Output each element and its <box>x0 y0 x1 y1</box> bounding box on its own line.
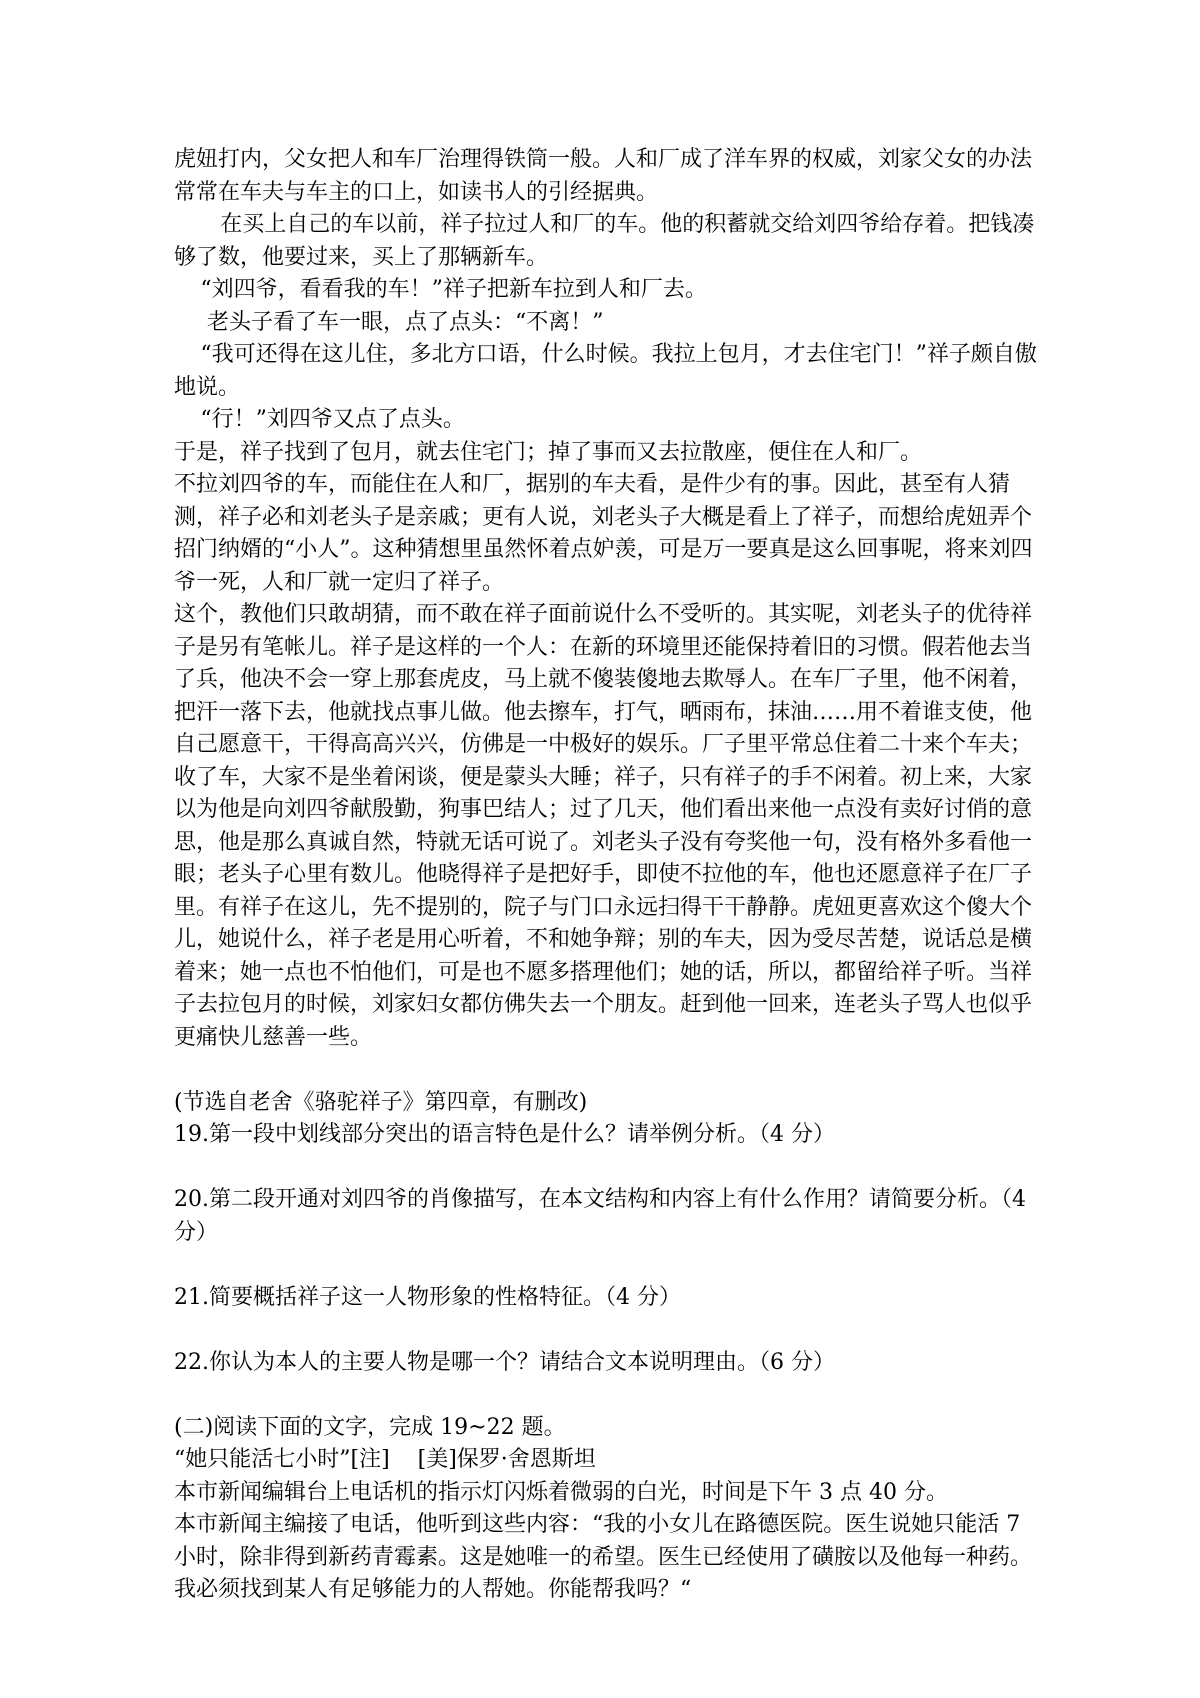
spacer <box>174 1054 1044 1087</box>
answer-space <box>174 1152 1044 1185</box>
passage-paragraph-5: “我可还得在这儿住，多北方口语，什么时候。我拉上包月，才去住宅门！”祥子颇自傲地说。 <box>174 342 1037 400</box>
question-19: 19.第一段中划线部分突出的语言特色是什么？请举例分析。（4 分） <box>174 1122 835 1147</box>
section-2-line-1: 本市新闻编辑台上电话机的指示灯闪烁着微弱的白光，时间是下午 3 点 40 分。 <box>174 1479 948 1505</box>
section-2-line-2: 本市新闻主编接了电话，他听到这些内容：“我的小女儿在路德医院。医生说她只能活 7 小时，除非得到新药青霉素。这是她唯一的希望。医生已经使用了磺胺以及他每一种药。 <box>174 1512 1033 1570</box>
document-body <box>174 144 1044 1607</box>
question-22: 22.你认为本人的主要人物是哪一个？请结合文本说明理由。（6 分） <box>174 1349 835 1375</box>
section-2-title: “她只能活七小时”[注] [美]保罗·舍恩斯坦 <box>174 1447 596 1472</box>
passage-paragraph-8: 不拉刘四爷的车，而能住在人和厂，据别的车夫看，是件少有的事。因此，甚至有人猜测，祥子必和刘老头子是亲戚；更有人说，刘老头子大概是看上了祥子，而想给虎妞弄个招门纳婿的“小人”。这种猜想里虽然怀着点妒羡，可是万一要真是这么回事呢，将来刘四爷一死，人和厂就一定归了祥子。 <box>174 472 1033 595</box>
passage-paragraph-4: 老头子看了车一眼，点了点头：“不离！” <box>207 309 604 335</box>
passage-paragraph-7: 于是，祥子找到了包月，就去住宅门；掉了事而又去拉散座，便住在人和厂。 <box>174 439 923 465</box>
answer-space <box>174 1314 1044 1347</box>
section-2-line-3: 我必须找到某人有足够能力的人帮她。你能帮我吗？“ <box>174 1577 692 1602</box>
passage-source: (节选自老舍《骆驼祥子》第四章，有删改) <box>174 1089 588 1115</box>
answer-space <box>174 1249 1044 1282</box>
passage-paragraph-6: “行！”刘四爷又点了点头。 <box>200 407 465 432</box>
passage-paragraph-2: 在买上自己的车以前，祥子拉过人和厂的车。他的积蓄就交给刘四爷给存着。把钱凑够了数，他要过来，买上了那辆新车。 <box>174 212 1035 270</box>
answer-space <box>174 1379 1044 1412</box>
question-20: 20.第二段开通对刘四爷的肖像描写，在本文结构和内容上有什么作用？请简要分析。（4 分） <box>174 1187 1026 1245</box>
passage-paragraph-9: 这个，教他们只敢胡猜，而不敢在祥子面前说什么不受听的。其实呢，刘老头子的优待祥子是另有笔帐儿。祥子是这样的一个人：在新的环境里还能保持着旧的习惯。假若他去当了兵，他决不会一穿上那套虎皮，马上就不傻装傻地去欺辱人。在车厂子里，他不闲着，把汗一落下去，他就找点事儿做。他去擦车，打气，晒雨布，抹油……用不着谁支使，他自己愿意干，干得高高兴兴，仿佛是一中极好的娱乐。厂子里平常总住着二十来个车夫；收了车，大家不是坐着闲谈，便是蒙头大睡；祥子，只有祥子的手不闲着。初上来，大家以为他是向刘四爷献殷勤，狗事巴结人；过了几天，他们看出来他一点没有卖好讨俏的意思，他是那么真诚自然，特就无话可说了。刘老头子没有夸奖他一句，没有格外多看他一眼；老头子心里有数儿。他晓得祥子是把好手，即使不拉他的车，他也还愿意祥子在厂子里。有祥子在这儿，先不提别的，院子与门口永远扫得干干静静。虎妞更喜欢这个傻大个儿，她说什么，祥子老是用心听着，不和她争辩；别的车夫，因为受尽苦楚，说话总是横着来；她一点也不怕他们，可是也不愿多搭理他们；她的话，所以，都留给祥子听。当祥子去拉包月的时候，刘家妇女都仿佛失去一个朋友。赶到他一回来，连老头子骂人也似乎更痛快儿慈善一些。 <box>174 602 1033 1050</box>
section-2-header: (二)阅读下面的文字，完成 19~22 题。 <box>174 1414 566 1440</box>
question-21: 21.简要概括祥子这一人物形象的性格特征。（4 分） <box>174 1284 681 1310</box>
passage-paragraph-3: “刘四爷，看看我的车！”祥子把新车拉到人和厂去。 <box>200 277 707 302</box>
passage-paragraph-1: 虎妞打内，父女把人和车厂治理得铁筒一般。人和厂成了洋车界的权威，刘家父女的办法常常在车夫与车主的口上，如读书人的引经据典。 <box>174 147 1033 205</box>
